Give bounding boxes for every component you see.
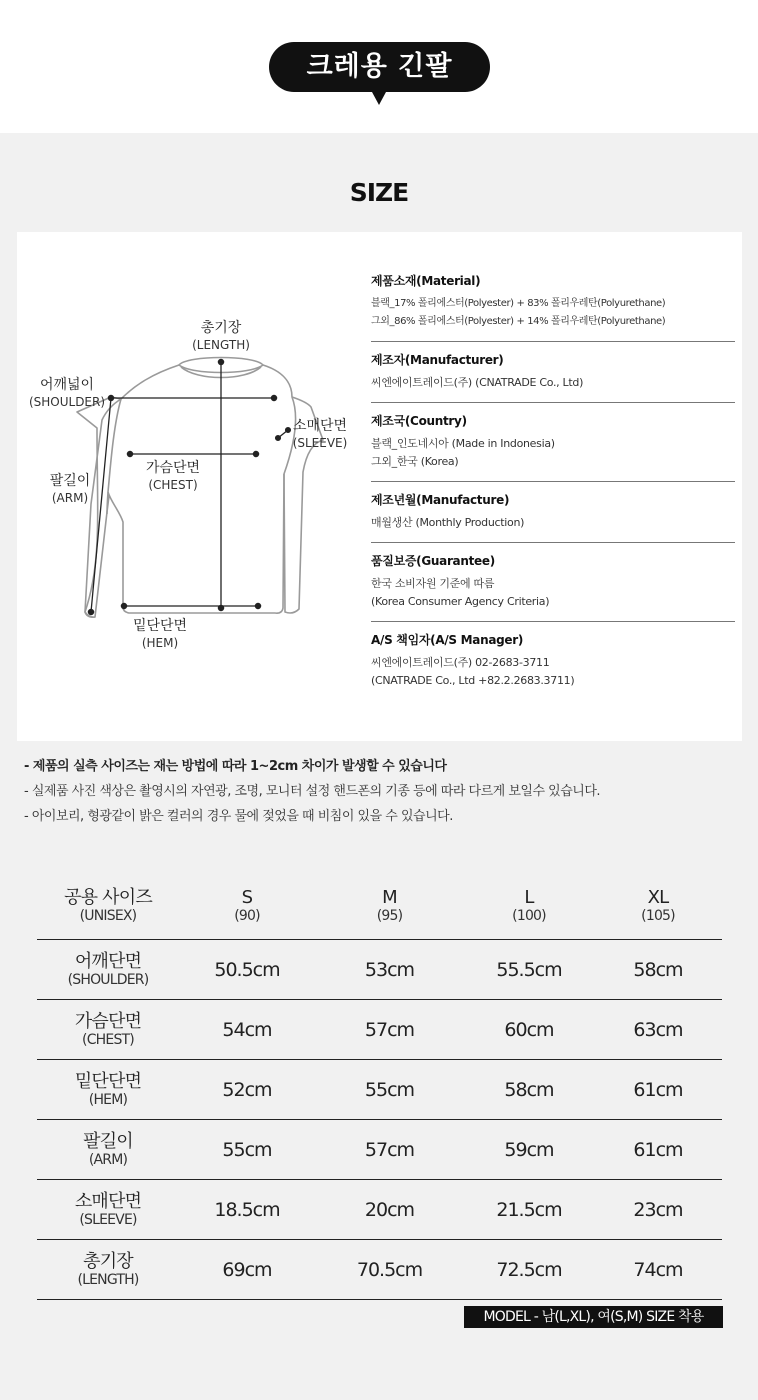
table-cell: 18.5cm xyxy=(214,1198,280,1221)
size-info-panel xyxy=(17,232,742,741)
table-cell: 58cm xyxy=(504,1078,554,1101)
diagram-label-chest: 가슴단면 (CHEST) xyxy=(145,460,201,492)
chest-left-marker xyxy=(127,451,132,456)
table-row xyxy=(37,1240,722,1300)
table-cell: 54cm xyxy=(222,1018,272,1041)
table-cell: 20cm xyxy=(364,1198,415,1221)
table-cell: 57cm xyxy=(364,1138,415,1161)
model-size-note: MODEL - 남(L,XL), 여(S,M) SIZE 착용 xyxy=(464,1306,723,1328)
table-row xyxy=(37,1000,722,1060)
table-cell: 72.5cm xyxy=(496,1258,562,1281)
table-cell: 69cm xyxy=(222,1258,272,1281)
table-cell: 74cm xyxy=(633,1258,683,1281)
shoulder-right-marker xyxy=(271,395,276,400)
diagram-label-length: 총기장 (LENGTH) xyxy=(192,320,250,352)
table-cell: 63cm xyxy=(633,1018,683,1041)
table-cell: 57cm xyxy=(364,1018,415,1041)
product-title-badge: 크레용 긴팔 xyxy=(269,42,490,92)
chest-right-marker xyxy=(253,451,258,456)
size-header-l: L (100) xyxy=(512,887,546,924)
info-manufacture-date: 제조년월(Manufacture) 매월생산 (Monthly Production) xyxy=(371,482,735,543)
table-cell: 61cm xyxy=(633,1078,683,1101)
table-row xyxy=(37,1060,722,1120)
row-label-hem: 밑단단면 (HEM) xyxy=(37,1060,179,1120)
diagram-label-sleeve: 소매단면 (SLEEVE) xyxy=(292,418,348,450)
table-cell: 60cm xyxy=(504,1018,554,1041)
table-cell: 23cm xyxy=(633,1198,683,1221)
table-row xyxy=(37,1120,722,1180)
table-cell: 50.5cm xyxy=(214,958,280,981)
size-table-header-row xyxy=(37,873,722,940)
table-cell: 70.5cm xyxy=(356,1258,423,1281)
table-cell: 58cm xyxy=(633,958,683,981)
table-cell: 53cm xyxy=(364,958,415,981)
info-manufacturer: 제조자(Manufacturer) 씨엔에이트레이드(주) (CNATRADE Co., Ltd) xyxy=(371,342,735,403)
row-label-chest: 가슴단면 (CHEST) xyxy=(37,1000,179,1060)
size-header-xl: XL (105) xyxy=(641,887,675,924)
length-top-marker xyxy=(218,359,223,364)
info-country: 제조국(Country) 블랙_인도네시아 (Made in Indonesia) 그외_한국 (Korea) xyxy=(371,403,735,482)
note-color: - 실제품 사진 색상은 촬영시의 자연광, 조명, 모니터 설정 핸드폰의 기종 등에 따라 다르게 보일수 있습니다. xyxy=(24,784,601,799)
diagram-label-arm: 팔길이 (ARM) xyxy=(49,473,91,505)
table-cell: 55.5cm xyxy=(496,958,562,981)
note-measurement: - 제품의 실측 사이즈는 재는 방법에 따라 1~2cm 차이가 발생할 수 있습니다 xyxy=(24,759,447,774)
hem-left-marker xyxy=(121,603,126,608)
info-guarantee: 품질보증(Guarantee) 한국 소비자원 기준에 따름 (Korea Consumer Agency Criteria) xyxy=(371,543,735,622)
diagram-label-hem: 밑단단면 (HEM) xyxy=(132,618,188,650)
diagram-label-shoulder: 어깨넓이 (SHOULDER) xyxy=(28,377,106,409)
table-cell: 55cm xyxy=(222,1138,272,1161)
size-header-label: 공용 사이즈 (UNISEX) xyxy=(64,887,152,924)
table-cell: 61cm xyxy=(633,1138,683,1161)
table-cell: 59cm xyxy=(504,1138,554,1161)
table-row xyxy=(37,940,722,1000)
arm-bottom-marker xyxy=(88,609,93,614)
product-info-list xyxy=(371,264,735,700)
row-label-shoulder: 어깨단면 (SHOULDER) xyxy=(37,940,179,1000)
size-header-s: S (90) xyxy=(234,887,260,924)
note-transparency: - 아이보리, 형광같이 밝은 컬러의 경우 물에 젖었을 때 비침이 있을 수 있습니다. xyxy=(24,809,453,824)
table-cell: 21.5cm xyxy=(496,1198,562,1221)
info-as-manager: A/S 책임자(A/S Manager) 씨엔에이트레이드(주) 02-2683-3711 (CNATRADE Co., Ltd +82.2.2683.3711) xyxy=(371,633,575,687)
garment-measurement-diagram xyxy=(17,232,377,741)
info-material: 제품소재(Material) 블랙_17% 폴리에스터(Polyester) + 83% 폴리우레탄(Polyurethane) 그외_86% 폴리에스터(Polyester) + 14% 폴리우레탄(Polyurethane) xyxy=(371,264,735,342)
table-row xyxy=(37,1180,722,1240)
table-cell: 55cm xyxy=(364,1078,415,1101)
row-label-sleeve: 소매단면 (SLEEVE) xyxy=(37,1180,179,1240)
badge-pointer xyxy=(372,92,386,105)
size-notes xyxy=(24,754,744,829)
size-header-m: M (95) xyxy=(376,887,403,924)
sleeve-left-marker xyxy=(276,436,281,441)
hem-right-marker xyxy=(255,603,260,608)
size-chart-table xyxy=(37,873,722,1300)
table-cell: 52cm xyxy=(222,1078,272,1101)
row-label-length: 총기장 (LENGTH) xyxy=(37,1240,179,1300)
row-label-arm: 팔길이 (ARM) xyxy=(37,1120,179,1180)
size-section-title: SIZE xyxy=(349,178,409,207)
